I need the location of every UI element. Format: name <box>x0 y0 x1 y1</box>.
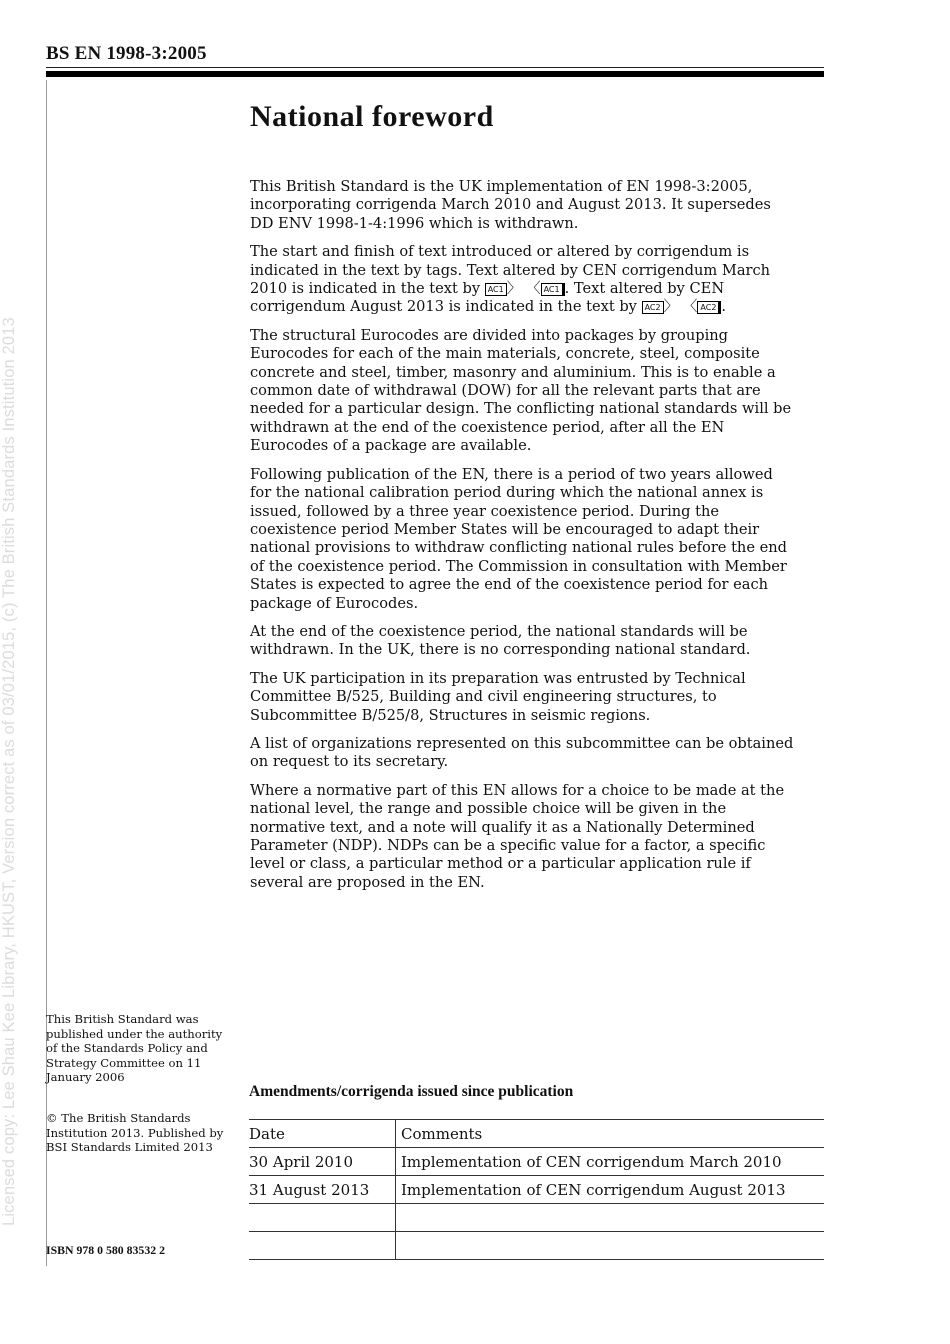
row-comment: Implementation of CEN corrigendum August 2013 <box>396 1176 825 1204</box>
tags-text-b: . Text altered by CEN corrigendum August 2013 is indicated in the text by <box>250 280 725 316</box>
copyright-note: © The British Standards Institution 2013. Published by BSI Standards Limited 2013 <box>46 1111 224 1154</box>
tags-text-a: The start and finish of text introduced or altered by corrigendum is indicated in the text by tags. Text altered by CEN corrigendum March 2010 is indicated in the text by <box>250 243 771 298</box>
table-row <box>249 1176 824 1204</box>
amendments-title: Amendments/corrigenda issued since publication <box>249 1083 574 1100</box>
header-rule-thick <box>46 71 824 77</box>
table-row <box>249 1148 824 1176</box>
row-date: 31 August 2013 <box>249 1176 396 1204</box>
row-comment <box>396 1232 825 1260</box>
row-comment <box>396 1204 825 1232</box>
page-title: National foreword <box>250 100 494 133</box>
paragraph-eurocode-packages: The structural Eurocodes are divided into packages by grouping Eurocodes for each of the main materials, concrete, steel, composite concrete and steel, timber, masonry and aluminium. This is to enable a common date of withdrawal (DOW) for all the relevant parts that are needed for a particular design. The conflicting national standards will be withdrawn at the end of the coexistence period, after all the EN Eurocodes of a package are available. <box>250 326 792 455</box>
tags-text-c: . <box>721 298 727 316</box>
row-comment: Implementation of CEN corrigendum March 2010 <box>396 1148 825 1176</box>
paragraph-ndp: Where a normative part of this EN allows for a choice to be made at the national level, the range and possible choice will be given in the normative text, and a note will qualify it as a Nationally Determined Parameter (NDP). NDPs can be a specific value for a factor, a specific level or class, a particular method or a particular application rule if several are proposed in the EN. <box>250 781 785 891</box>
publication-note: This British Standard was published under the authority of the Standards Policy and Strategy Committee on 11 January 2006 <box>46 1012 223 1084</box>
foreword-body <box>250 178 795 902</box>
header-date: Date <box>249 1120 396 1148</box>
paragraph-implementation: This British Standard is the UK implementation of EN 1998-3:2005, incorporating corrigenda March 2010 and August 2013. It supersedes DD ENV 1998-1-4:1996 which is withdrawn. <box>250 178 771 232</box>
left-margin-rule <box>46 80 47 1266</box>
paragraph-withdrawal: At the end of the coexistence period, the national standards will be withdrawn. In the UK, there is no corresponding national standard. <box>250 622 751 659</box>
document-code: BS EN 1998-3:2005 <box>46 43 207 64</box>
table-row <box>249 1204 824 1232</box>
isbn: ISBN 978 0 580 83532 2 <box>46 1243 165 1257</box>
paragraph-committee: The UK participation in its preparation was entrusted by Technical Committee B/525, Building and civil engineering structures, to Subcommittee B/525/8, Structures in seismic regions. <box>250 669 746 724</box>
ac2-end-tag-icon: AC2 <box>697 301 721 314</box>
paragraph-corrigendum-tags: The start and finish of text introduced or altered by corrigendum is indicated in the text by tags. Text altered by CEN corrigendum March 2010 is indicated in the text by AC1 〉 〈 AC1 . Text altered by CEN corrigendum August 2013 is indicated in the text by AC2 〉 〈 AC2 . <box>250 243 771 316</box>
paragraph-organizations: A list of organizations represented on this subcommittee can be obtained on request to its secretary. <box>250 734 794 771</box>
row-date <box>249 1204 396 1232</box>
table-header-row <box>249 1120 824 1148</box>
row-date: 30 April 2010 <box>249 1148 396 1176</box>
table-row <box>249 1232 824 1260</box>
header-rule-thin <box>46 67 824 68</box>
ac1-end-tag-icon: AC1 <box>541 283 565 296</box>
license-watermark: Licensed copy: Lee Shau Kee Library, HKUST, Version correct as of 03/01/2015, (c) The British Standards Institution 2013 <box>0 317 18 1226</box>
ac1-start-tag-icon: AC1 <box>485 283 507 296</box>
amendments-table <box>249 1119 824 1260</box>
row-date <box>249 1232 396 1260</box>
header-comments: Comments <box>396 1120 825 1148</box>
ac2-start-tag-icon: AC2 <box>642 301 664 314</box>
paragraph-coexistence: Following publication of the EN, there is a period of two years allowed for the national calibration period during which the national annex is issued, followed by a three year coexistence period. During the coexistence period Member States will be encouraged to adapt their national provisions to withdraw conflicting national rules before the end of the coexistence period. The Commission in consultation with Member States is expected to agree the end of the coexistence period for each package of Eurocodes. <box>250 465 787 612</box>
